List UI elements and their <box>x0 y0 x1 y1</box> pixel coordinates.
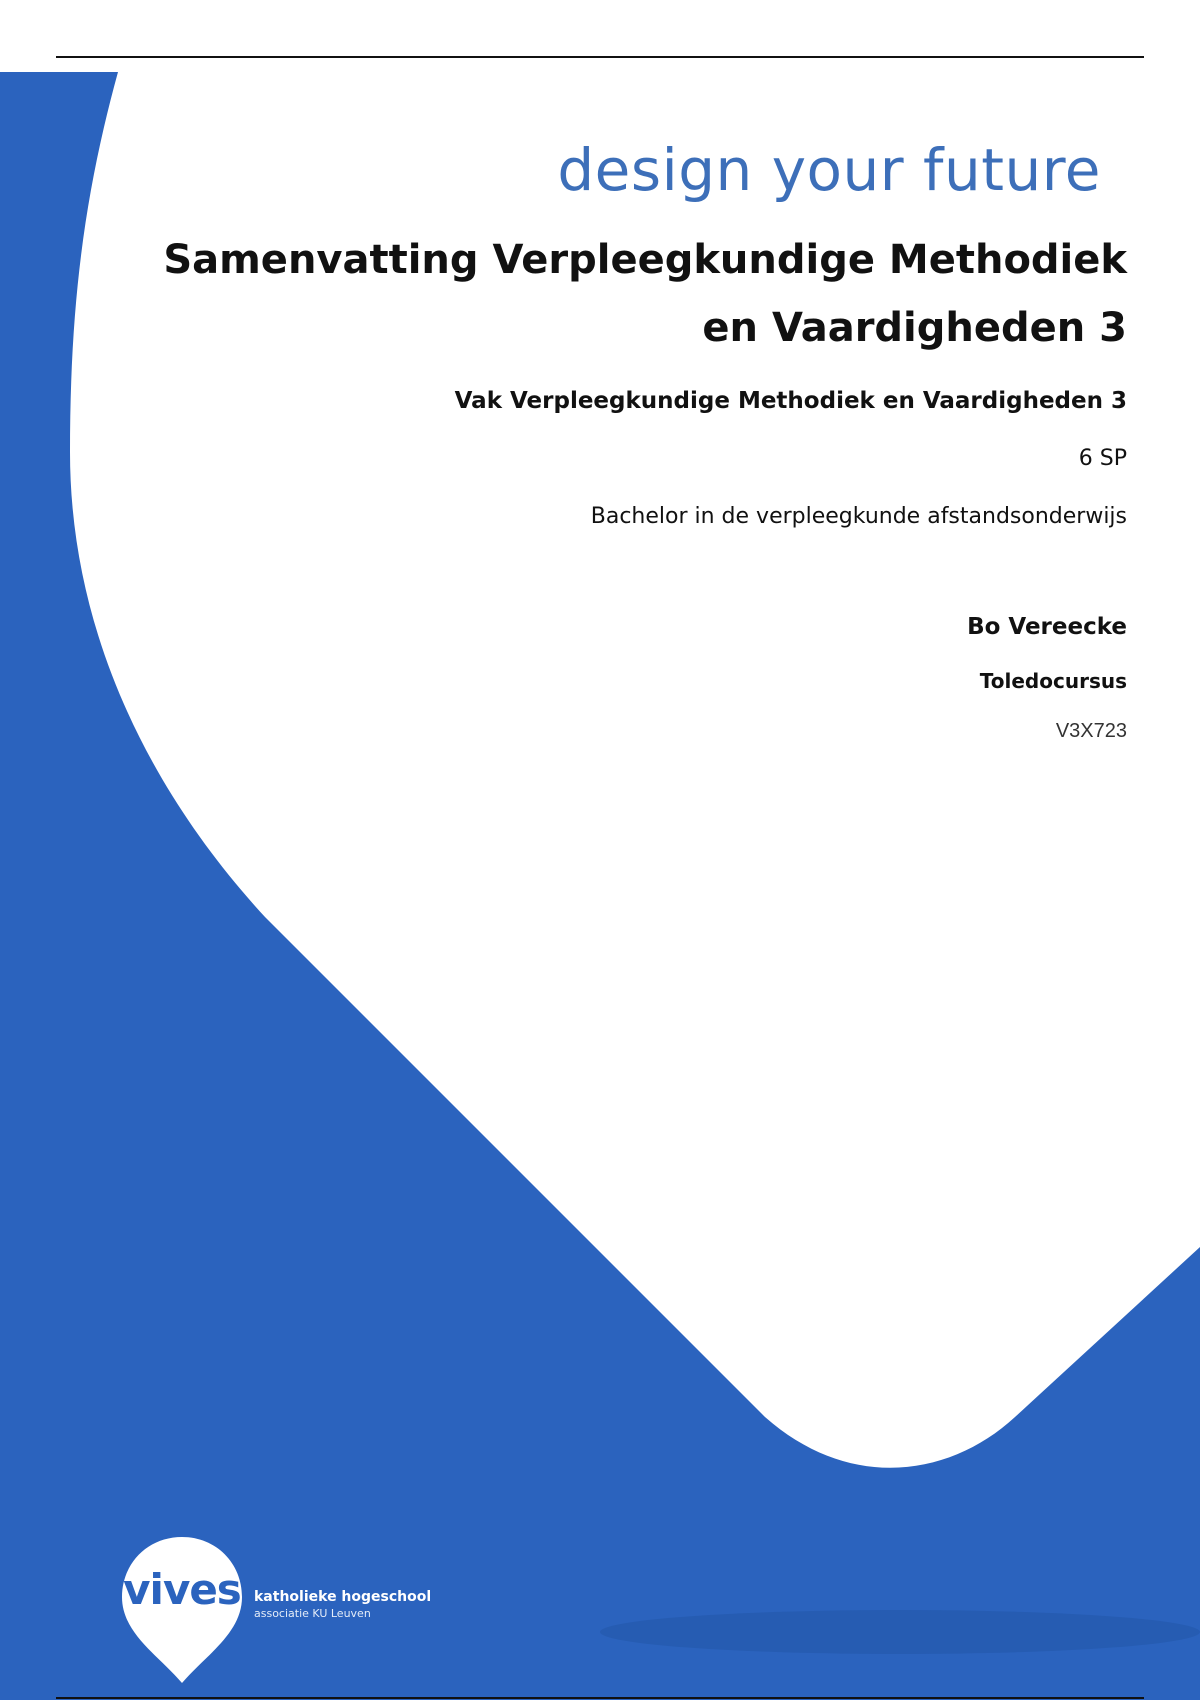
program-name: Bachelor in de verpleegkunde afstandsonderwijs <box>590 504 1127 529</box>
vives-logo <box>120 1535 432 1685</box>
cover-text-block <box>127 130 1127 746</box>
logo-wordmark: vives <box>123 1565 241 1614</box>
author-name: Bo Vereecke <box>967 614 1127 640</box>
course-code: V3X723 <box>1055 720 1127 742</box>
logo-subtitle: katholieke hogeschool <box>254 1589 432 1605</box>
logo-affiliation: associatie KU Leuven <box>254 1607 371 1620</box>
course-platform: Toledocursus <box>979 669 1127 693</box>
bottom-rule <box>56 1697 1144 1699</box>
tagline: design your future <box>557 136 1101 204</box>
document-title: Samenvatting Verpleegkundige Methodiek en Vaardigheden 3 <box>163 237 1127 351</box>
top-rule <box>56 56 1144 58</box>
course-name: Vak Verpleegkundige Methodiek en Vaardigheden 3 <box>454 388 1127 414</box>
study-credits: 6 SP <box>1078 446 1127 471</box>
